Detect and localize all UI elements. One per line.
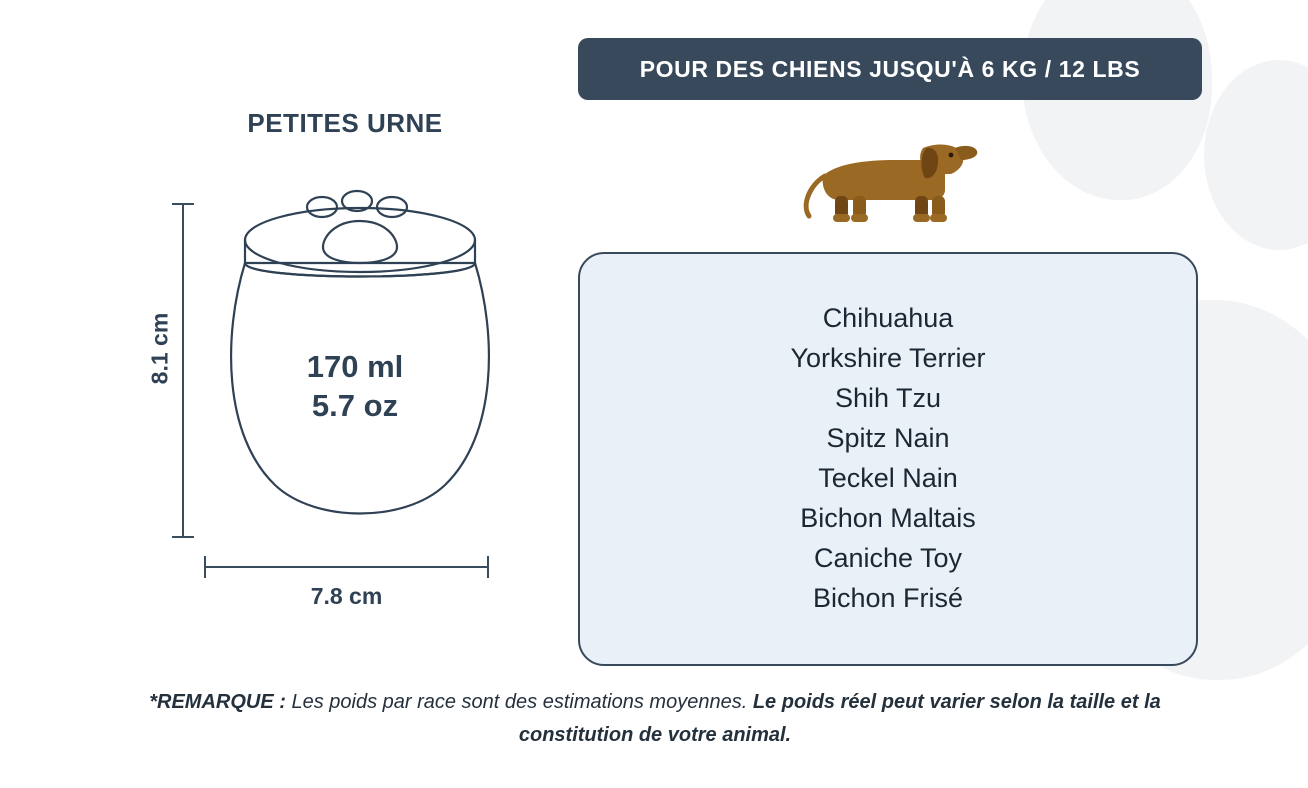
height-dimension-label: 8.1 cm bbox=[146, 312, 173, 385]
background-blob bbox=[1204, 60, 1308, 250]
width-dimension-cap-left bbox=[204, 556, 206, 578]
height-dimension-cap-bottom bbox=[172, 536, 194, 538]
urn-volume bbox=[225, 347, 485, 426]
footnote-text: Les poids par race sont des estimations moyennes. bbox=[285, 691, 753, 713]
list-item: Teckel Nain bbox=[818, 463, 958, 493]
footnote bbox=[130, 686, 1180, 752]
list-item: Caniche Toy bbox=[813, 542, 963, 573]
footnote-emphasis: Le poids réel peut varier selon la taille et la constitution de votre animal. bbox=[518, 691, 1161, 746]
list-item: Spitz Nain bbox=[826, 423, 950, 454]
weight-range-banner: POUR DES CHIENS JUSQU'À 6 KG / 12 LBS bbox=[578, 38, 1202, 100]
width-dimension-line bbox=[204, 566, 489, 568]
dachshund-icon bbox=[795, 118, 985, 228]
width-dimension-label: 7.8 cm bbox=[310, 583, 383, 609]
list-item: Shih Tzu bbox=[834, 383, 942, 414]
urn-diagram bbox=[120, 185, 540, 625]
list-item: Chihuahua bbox=[822, 303, 954, 334]
urn-size-title: PETITES URNE bbox=[247, 108, 443, 138]
footnote-lead: *REMARQUE : bbox=[149, 691, 286, 713]
list-item: Bichon Frisé bbox=[812, 582, 964, 613]
list-item: Bichon Maltais bbox=[800, 502, 976, 533]
breed-list-panel bbox=[578, 252, 1198, 666]
list-item: Yorkshire Terrier bbox=[790, 343, 986, 374]
urn-volume-oz: 5.7 oz bbox=[311, 388, 399, 424]
width-dimension-cap-right bbox=[487, 556, 489, 578]
height-dimension-line bbox=[182, 203, 184, 538]
height-dimension-cap-top bbox=[172, 203, 194, 205]
urn-volume-ml: 170 ml bbox=[306, 349, 404, 384]
background-blob bbox=[1022, 0, 1212, 200]
